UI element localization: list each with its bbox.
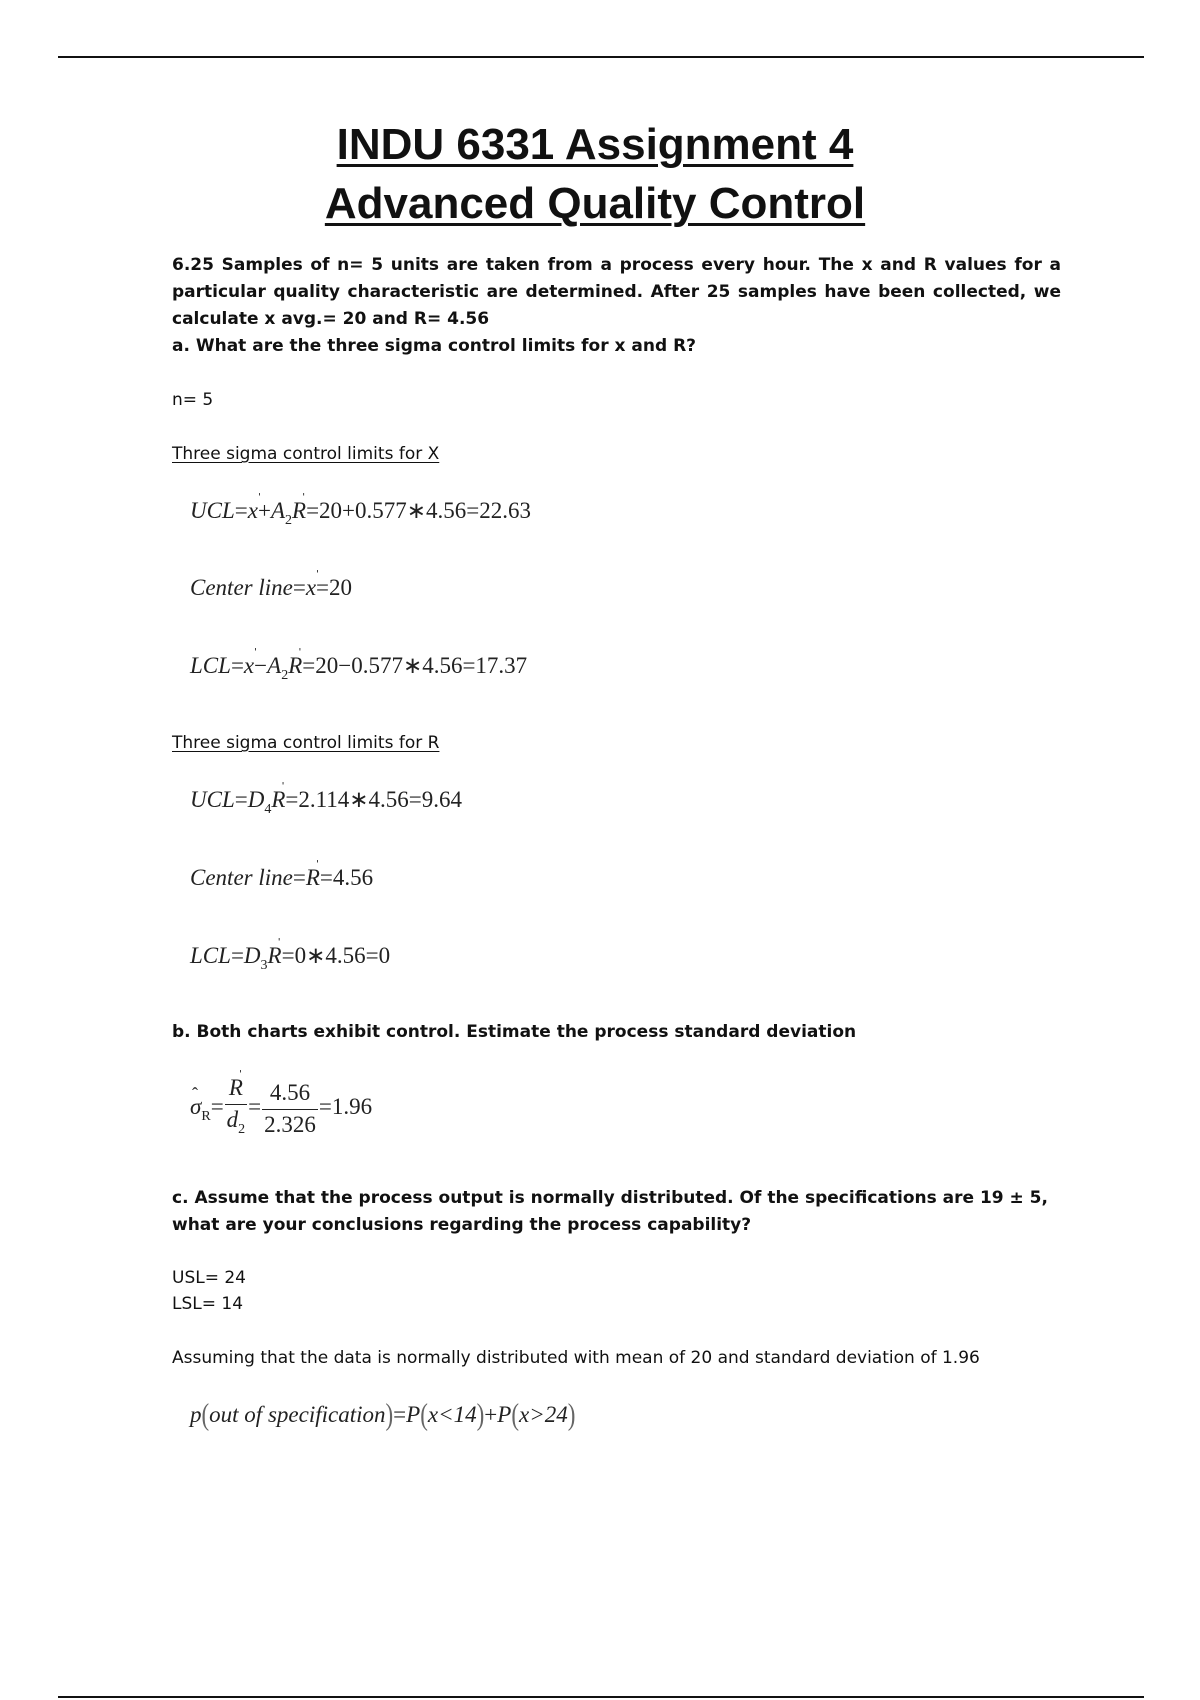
r-lcl-equation: $LCL=D_3ˈ$ R=0∗4.56=0 <box>190 941 390 981</box>
r-heading-wrap <box>172 730 1061 757</box>
r-center-equation: Center line=ˈ R=4.56 <box>190 863 373 893</box>
r-limits-heading: Three sigma control limits for R <box>172 733 440 753</box>
top-rule <box>58 56 1144 58</box>
problem-statement: 6.25 Samples of n= 5 units are taken from a process every hour. The x and R values for a particular quality characteristic are determined. After 25 samples have been collected, we calculate x avg.= 20 and R= 4.56 <box>172 255 1061 329</box>
question-b: b. Both charts exhibit control. Estimate the process standard deviation <box>172 1022 857 1042</box>
bottom-rule <box>58 1696 1144 1698</box>
normality-assumption: Assuming that the data is normally distributed with mean of 20 and standard deviation of 1.96 <box>172 1348 980 1368</box>
lsl-value: LSL= 14 <box>172 1294 244 1314</box>
page-subtitle: Advanced Quality Control <box>324 179 866 228</box>
question-c: c. Assume that the process output is normally distributed. Of the specifications are 19 ± 5, what are your conclusions regarding the process capability? <box>172 1188 1048 1235</box>
question-a: a. What are the three sigma control limits for x and R? <box>172 336 697 356</box>
x-center-equation: Center line=ˈ x=20 <box>190 573 352 603</box>
r-ucl-equation: $UCL=D_4ˈ$ R=2.114∗4.56=9.64 <box>190 785 462 825</box>
sigma-equation: ˆ $\sigma_R=$ ˈ $\frac{R}{d_2}$ = $\frac{4.56}{2.326}$ =1.96 <box>190 1073 372 1144</box>
page-title: INDU 6331 Assignment 4 <box>336 120 854 169</box>
x-limits-heading: Three sigma control limits for X <box>172 444 440 464</box>
x-lcl-equation: LCL=ˈ $x-A_2ˈ$ R=20−0.577∗4.56=17.37 <box>190 651 527 691</box>
probability-equation: p(out of specification)=P(x<14)+P(x>24) <box>190 1397 576 1432</box>
x-heading-wrap <box>172 441 1061 468</box>
usl-value: USL= 24 <box>172 1268 246 1288</box>
sample-size: n= 5 <box>172 390 214 410</box>
x-ucl-equation: UCL=ˈ $x+A_2ˈ$ R=20+0.577∗4.56=22.63 <box>190 496 531 536</box>
